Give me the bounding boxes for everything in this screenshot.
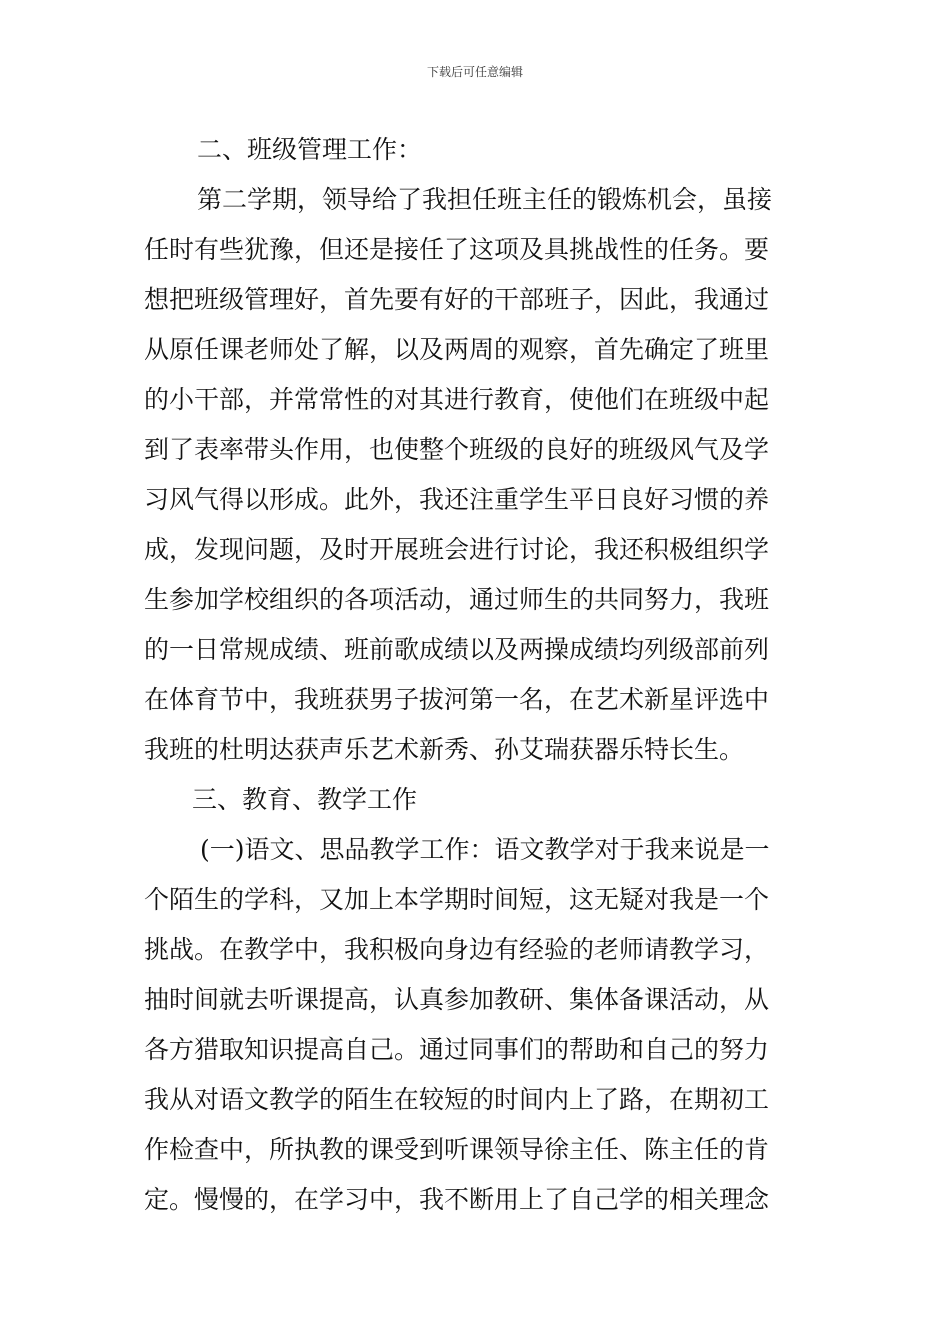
paragraph-line: 任时有些犹豫，但还是接任了这项及具挑战性的任务。要 [144,235,770,264]
paragraph-line: 各方猎取知识提高自己。通过同事们的帮助和自己的努力 [144,1035,770,1064]
paragraph-line: 第二学期，领导给了我担任班主任的锻炼机会，虽接 [197,185,773,214]
paragraph-line: 习风气得以形成。此外，我还注重学生平日良好习惯的养 [144,485,770,514]
header-note: 下载后可任意编辑 [426,65,523,79]
paragraph-line: 我从对语文教学的陌生在较短的时间内上了路，在期初工 [144,1085,770,1114]
paragraph-line: 在体育节中，我班获男子拔河第一名，在艺术新星评选中 [144,685,770,714]
paragraph-line: 作检查中，所执教的课受到听课领导徐主任、陈主任的肯 [144,1135,770,1164]
document-body [144,125,806,1225]
paragraph-line: 成，发现问题，及时开展班会进行讨论，我还积极组织学 [144,535,770,564]
paragraph-line: 我班的杜明达获声乐艺术新秀、孙艾瑞获器乐特长生。 [144,735,745,764]
paragraph-line: 到了表率带头作用，也使整个班级的良好的班级风气及学 [144,435,770,464]
paragraph-line: 的一日常规成绩、班前歌成绩以及两操成绩均列级部前列 [144,635,770,664]
paragraph-line: 定。慢慢的，在学习中，我不断用上了自己学的相关理念 [144,1185,770,1214]
paragraph-line: (一)语文、思品教学工作：语文教学对于我来说是一 [200,835,770,864]
paragraph-line: 的小干部，并常常性的对其进行教育，使他们在班级中起 [144,385,770,414]
paragraph-line: 抽时间就去听课提高，认真参加教研、集体备课活动，从 [144,985,770,1014]
section-heading-class-management: 二、班级管理工作： [197,135,423,164]
paragraph-line: 从原任课老师处了解，以及两周的观察，首先确定了班里 [144,335,770,364]
paragraph-line: 想把班级管理好，首先要有好的干部班子，因此，我通过 [144,285,770,314]
section-heading-teaching: 三、教育、教学工作 [192,785,418,814]
paragraph-line: 个陌生的学科，又加上本学期时间短，这无疑对我是一个 [144,885,770,914]
paragraph-line: 挑战。在教学中，我积极向身边有经验的老师请教学习， [144,935,770,964]
paragraph-line: 生参加学校组织的各项活动，通过师生的共同努力，我班 [144,585,770,614]
